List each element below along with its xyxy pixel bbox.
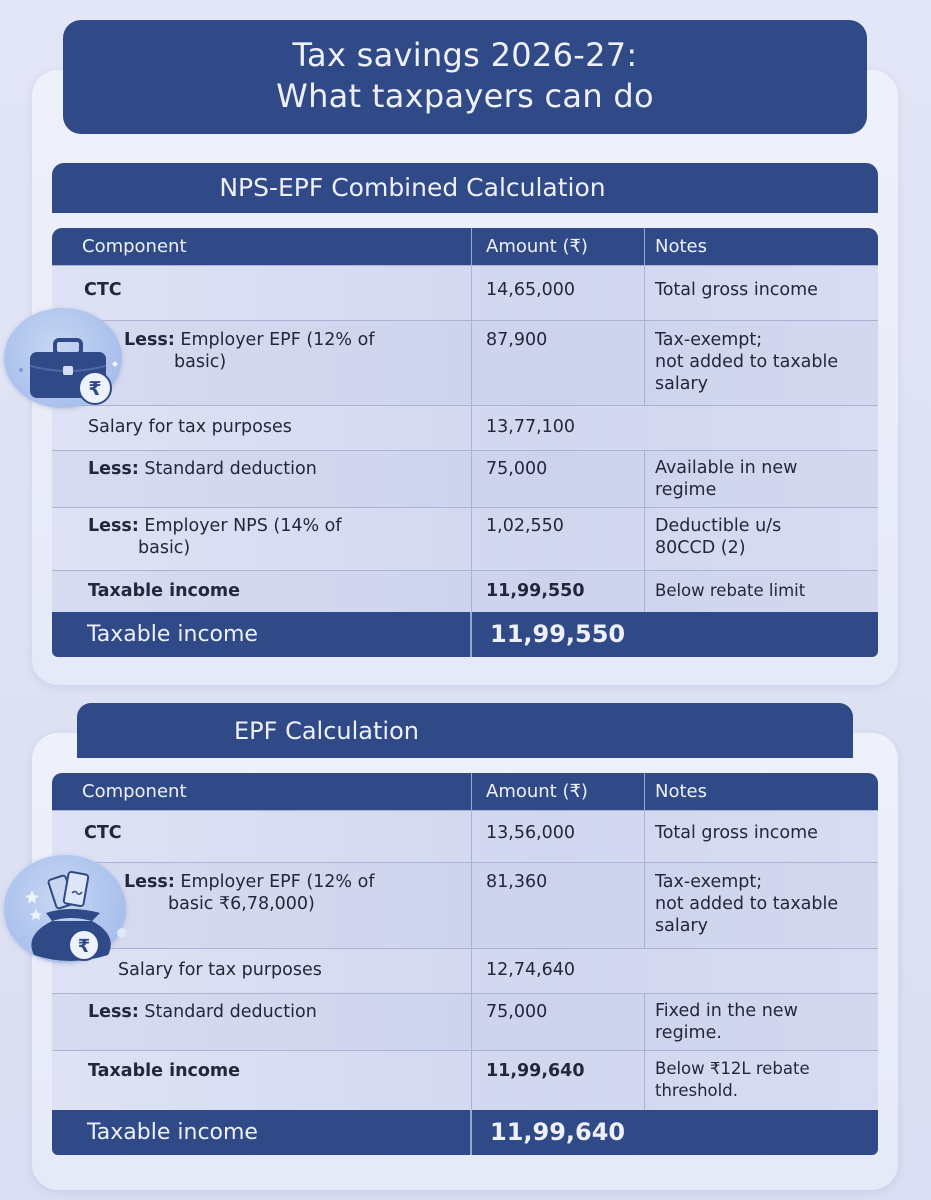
- column-header-component: Component: [52, 773, 472, 810]
- row-label-text: Standard deduction: [138, 1002, 317, 1022]
- row-label-line2: basic ₹6,78,000): [168, 894, 315, 914]
- row-notes-line1: Below ₹12L rebate: [655, 1059, 810, 1078]
- row-amount: 75,000: [472, 994, 645, 1050]
- table-row-taxable-income: [52, 1050, 878, 1110]
- row-label: Salary for tax purposes: [52, 949, 472, 993]
- table-header-row: [52, 773, 878, 810]
- table-row-ctc: [52, 265, 878, 320]
- row-amount: 75,000: [472, 451, 645, 507]
- section2-heading: EPF Calculation: [77, 703, 853, 758]
- row-notes-line2: threshold.: [655, 1081, 738, 1100]
- row-label: [52, 508, 472, 570]
- row-label: Taxable income: [52, 1051, 472, 1110]
- row-amount: 87,900: [472, 321, 645, 405]
- table-row-standard-deduction: [52, 450, 878, 507]
- row-label: [52, 994, 472, 1050]
- total-amount: 11,99,640: [490, 1118, 626, 1146]
- row-amount: 13,56,000: [472, 811, 645, 862]
- row-label: Taxable income: [52, 571, 472, 612]
- row-notes-line1: Fixed in the new: [655, 1001, 798, 1021]
- row-notes-line1: Tax-exempt;: [655, 330, 763, 350]
- table-row-ctc: [52, 810, 878, 862]
- row-notes: Below rebate limit: [655, 581, 806, 600]
- less-prefix: Less:: [88, 1002, 139, 1022]
- table-row-taxable-income: [52, 570, 878, 612]
- less-prefix: Less:: [124, 330, 175, 350]
- table-total-row: [52, 612, 878, 657]
- row-label-text: Employer EPF (12% of: [174, 330, 375, 350]
- row-amount: 11,99,550: [472, 571, 645, 612]
- column-header-component: Component: [52, 228, 472, 265]
- column-header-amount: Amount (₹): [472, 773, 645, 810]
- row-notes-line3: salary: [655, 374, 708, 394]
- column-header-notes: Notes: [655, 781, 707, 802]
- total-amount: 11,99,550: [490, 620, 626, 648]
- total-label: Taxable income: [52, 1110, 472, 1155]
- row-notes-line2: regime.: [655, 1023, 722, 1043]
- row-notes: [645, 508, 878, 570]
- row-notes: [645, 863, 878, 948]
- row-notes: [645, 994, 878, 1050]
- page-title: [63, 20, 867, 134]
- row-notes-line1: Tax-exempt;: [655, 872, 763, 892]
- row-label-text: Employer EPF (12% of: [174, 872, 375, 892]
- table-row-standard-deduction: [52, 993, 878, 1050]
- table-row-employer-epf: [52, 862, 878, 948]
- table-row-employer-epf: [52, 320, 878, 405]
- row-amount: 14,65,000: [472, 266, 645, 320]
- page-title-line1: Tax savings 2026-27:: [292, 36, 638, 74]
- row-label-line2: basic): [138, 538, 191, 558]
- table-total-row: [52, 1110, 878, 1155]
- page-title-line2: What taxpayers can do: [276, 77, 654, 115]
- row-amount: 13,77,100: [486, 417, 576, 437]
- column-header-amount: Amount (₹): [472, 228, 645, 265]
- row-notes: [645, 321, 878, 405]
- row-notes-line2: regime: [655, 480, 717, 500]
- row-amount: 11,99,640: [472, 1051, 645, 1110]
- row-amount: 81,360: [472, 863, 645, 948]
- table-row-salary: [52, 948, 878, 993]
- row-notes-line1: Deductible u/s: [655, 516, 782, 536]
- row-notes-line3: salary: [655, 916, 708, 936]
- total-label: Taxable income: [52, 612, 472, 657]
- less-prefix: Less:: [88, 516, 139, 536]
- row-label: [52, 451, 472, 507]
- money-bag-rupee-icon: [4, 855, 126, 963]
- table-row-employer-nps: [52, 507, 878, 570]
- table-header-row: [52, 228, 878, 265]
- row-notes: Total gross income: [655, 280, 818, 300]
- section1-heading: NPS-EPF Combined Calculation: [52, 163, 878, 213]
- row-notes: [645, 1051, 878, 1110]
- row-label-text: Employer NPS (14% of: [138, 516, 342, 536]
- briefcase-rupee-icon: [4, 308, 122, 408]
- epf-table: [52, 773, 878, 1155]
- row-notes-line2: not added to taxable: [655, 894, 839, 914]
- svg-text:₹: ₹: [77, 936, 91, 957]
- row-label: Salary for tax purposes: [52, 406, 472, 450]
- row-label-line2: basic): [174, 352, 227, 372]
- row-label: CTC: [52, 811, 472, 862]
- row-notes: [645, 451, 878, 507]
- column-header-notes: Notes: [655, 236, 707, 257]
- less-prefix: Less:: [124, 872, 175, 892]
- row-notes-line2: not added to taxable: [655, 352, 839, 372]
- row-label: CTC: [52, 266, 472, 320]
- row-notes-line2: 80CCD (2): [655, 538, 746, 558]
- row-amount: 1,02,550: [472, 508, 645, 570]
- row-label-text: Standard deduction: [138, 459, 317, 479]
- less-prefix: Less:: [88, 459, 139, 479]
- nps-epf-table: [52, 228, 878, 657]
- svg-text:₹: ₹: [88, 378, 102, 400]
- table-row-salary: [52, 405, 878, 450]
- row-notes-line1: Available in new: [655, 458, 798, 478]
- row-amount: 12,74,640: [486, 960, 576, 980]
- row-notes: Total gross income: [655, 823, 818, 843]
